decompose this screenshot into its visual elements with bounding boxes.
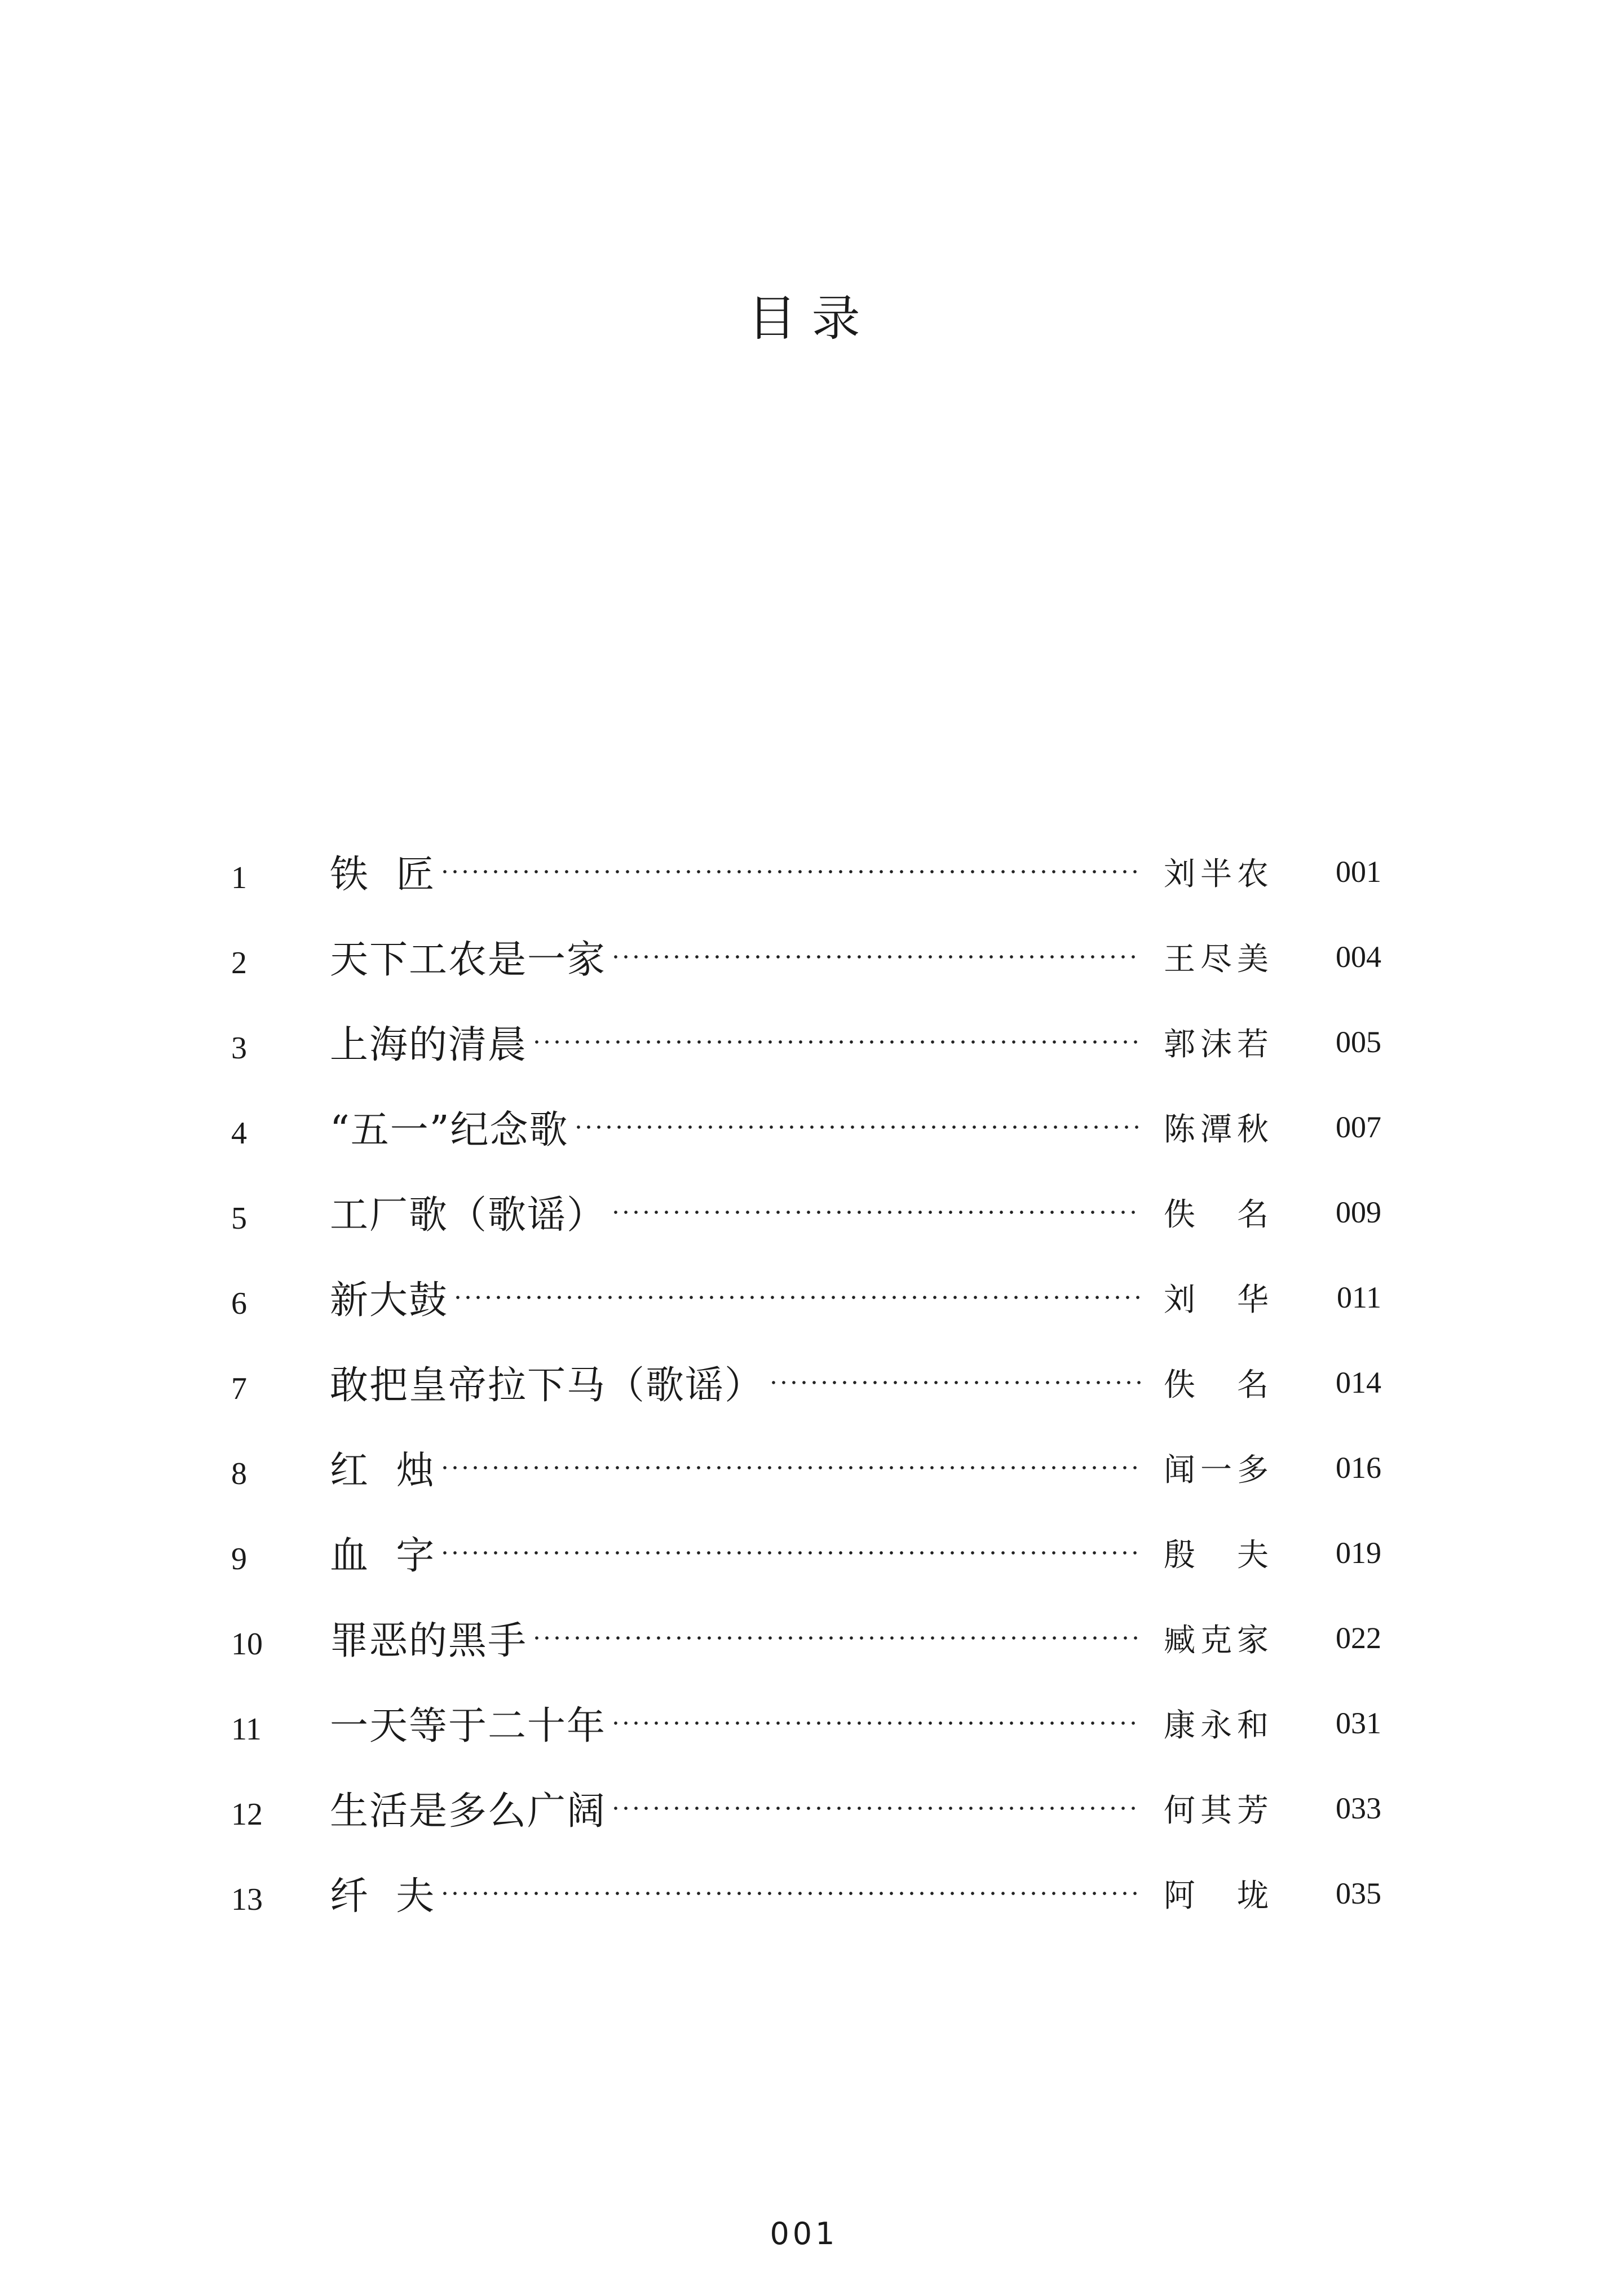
toc-entry-title: 生活是多么广阔 bbox=[330, 1789, 607, 1834]
toc-entry-10[interactable] bbox=[231, 1595, 1381, 1680]
toc-entry-title: 铁 匠 bbox=[330, 853, 436, 897]
toc-entry-author: 佚 名 bbox=[1164, 1196, 1269, 1233]
toc-entry-page: 016 bbox=[1336, 1450, 1381, 1485]
toc-entry-8[interactable] bbox=[231, 1425, 1381, 1510]
dot-leader bbox=[440, 1465, 1141, 1470]
toc-entry-1[interactable] bbox=[231, 829, 1381, 914]
toc-entry-title: 敢把皇帝拉下马（歌谣） bbox=[330, 1363, 765, 1408]
toc-entry-number: 6 bbox=[231, 1286, 247, 1321]
toc-entry-title: 罪恶的黑手 bbox=[330, 1619, 528, 1663]
toc-entry-page: 014 bbox=[1336, 1365, 1381, 1399]
toc-entry-number: 7 bbox=[231, 1371, 247, 1406]
toc-entry-number: 2 bbox=[231, 945, 247, 981]
toc-entry-page: 033 bbox=[1336, 1791, 1381, 1825]
dot-leader bbox=[611, 1210, 1141, 1215]
toc-entry-page: 004 bbox=[1336, 939, 1381, 974]
toc-entry-author: 刘 华 bbox=[1164, 1281, 1269, 1318]
toc-entry-4[interactable] bbox=[231, 1084, 1381, 1169]
toc-entry-title: 新大鼓 bbox=[330, 1278, 449, 1323]
toc-entry-11[interactable] bbox=[231, 1680, 1381, 1765]
toc-entry-9[interactable] bbox=[231, 1510, 1381, 1595]
toc-entry-number: 10 bbox=[231, 1626, 263, 1662]
toc-entry-page: 009 bbox=[1336, 1195, 1381, 1229]
toc-entry-title: 工厂歌（歌谣） bbox=[330, 1193, 607, 1238]
page-number: 001 bbox=[770, 2216, 838, 2251]
dot-leader bbox=[453, 1295, 1141, 1300]
toc-entry-number: 4 bbox=[231, 1115, 247, 1151]
dot-leader bbox=[440, 1551, 1141, 1555]
toc-entry-5[interactable] bbox=[231, 1169, 1381, 1255]
toc-entry-number: 13 bbox=[231, 1882, 263, 1917]
toc-entry-3[interactable] bbox=[231, 999, 1381, 1084]
page-title: 目 录 bbox=[748, 290, 860, 347]
toc-entry-title: 红 烛 bbox=[330, 1449, 436, 1493]
toc-entry-number: 5 bbox=[231, 1200, 247, 1236]
toc-entry-title: 上海的清晨 bbox=[330, 1023, 528, 1067]
toc-entry-page: 031 bbox=[1336, 1706, 1381, 1740]
dot-leader bbox=[611, 955, 1141, 959]
toc-entry-title: 一天等于二十年 bbox=[330, 1704, 607, 1749]
dot-leader bbox=[611, 1721, 1141, 1725]
toc-entry-7[interactable] bbox=[231, 1340, 1381, 1425]
toc-entry-title: 纤 夫 bbox=[330, 1874, 436, 1919]
toc-entry-number: 8 bbox=[231, 1456, 247, 1491]
toc-entry-page: 022 bbox=[1336, 1621, 1381, 1655]
toc-entry-author: 闻一多 bbox=[1164, 1451, 1269, 1489]
toc-entry-author: 康永和 bbox=[1164, 1707, 1269, 1744]
toc-entry-author: 刘半农 bbox=[1164, 855, 1269, 893]
toc-entry-author: 何其芳 bbox=[1164, 1792, 1269, 1829]
toc-entry-author: 王尽美 bbox=[1164, 941, 1269, 978]
toc-entry-page: 035 bbox=[1336, 1876, 1381, 1910]
toc-entry-page: 007 bbox=[1336, 1110, 1381, 1144]
toc-entry-title: “五一”纪念歌 bbox=[330, 1108, 569, 1153]
toc-entry-title: 血 字 bbox=[330, 1534, 436, 1578]
dot-leader bbox=[532, 1636, 1141, 1640]
toc-entry-number: 11 bbox=[231, 1711, 262, 1747]
toc-entry-number: 1 bbox=[231, 860, 247, 895]
toc-entry-author: 臧克家 bbox=[1164, 1622, 1269, 1659]
dot-leader bbox=[573, 1125, 1141, 1129]
dot-leader bbox=[440, 869, 1141, 874]
toc-entry-author: 佚 名 bbox=[1164, 1366, 1269, 1403]
toc-entry-author: 殷 夫 bbox=[1164, 1536, 1269, 1574]
toc-entry-number: 9 bbox=[231, 1541, 247, 1577]
dot-leader bbox=[611, 1806, 1141, 1811]
dot-leader bbox=[768, 1380, 1141, 1385]
toc-entry-13[interactable] bbox=[231, 1851, 1381, 1936]
toc-entry-number: 3 bbox=[231, 1030, 247, 1066]
toc-entry-page: 019 bbox=[1336, 1535, 1381, 1570]
toc-entry-title: 天下工农是一家 bbox=[330, 938, 607, 982]
toc-entry-page: 005 bbox=[1336, 1025, 1381, 1059]
toc-entry-author: 阿 垅 bbox=[1164, 1877, 1269, 1914]
toc-entry-12[interactable] bbox=[231, 1765, 1381, 1851]
table-of-contents bbox=[231, 829, 1381, 1936]
toc-entry-number: 12 bbox=[231, 1796, 263, 1832]
toc-entry-2[interactable] bbox=[231, 914, 1381, 999]
dot-leader bbox=[440, 1891, 1141, 1896]
toc-entry-6[interactable] bbox=[231, 1255, 1381, 1340]
dot-leader bbox=[532, 1040, 1141, 1044]
toc-entry-author: 郭沫若 bbox=[1164, 1026, 1269, 1063]
toc-entry-page: 001 bbox=[1336, 854, 1381, 889]
toc-entry-page: 011 bbox=[1337, 1280, 1381, 1314]
toc-entry-author: 陈潭秋 bbox=[1164, 1111, 1269, 1148]
